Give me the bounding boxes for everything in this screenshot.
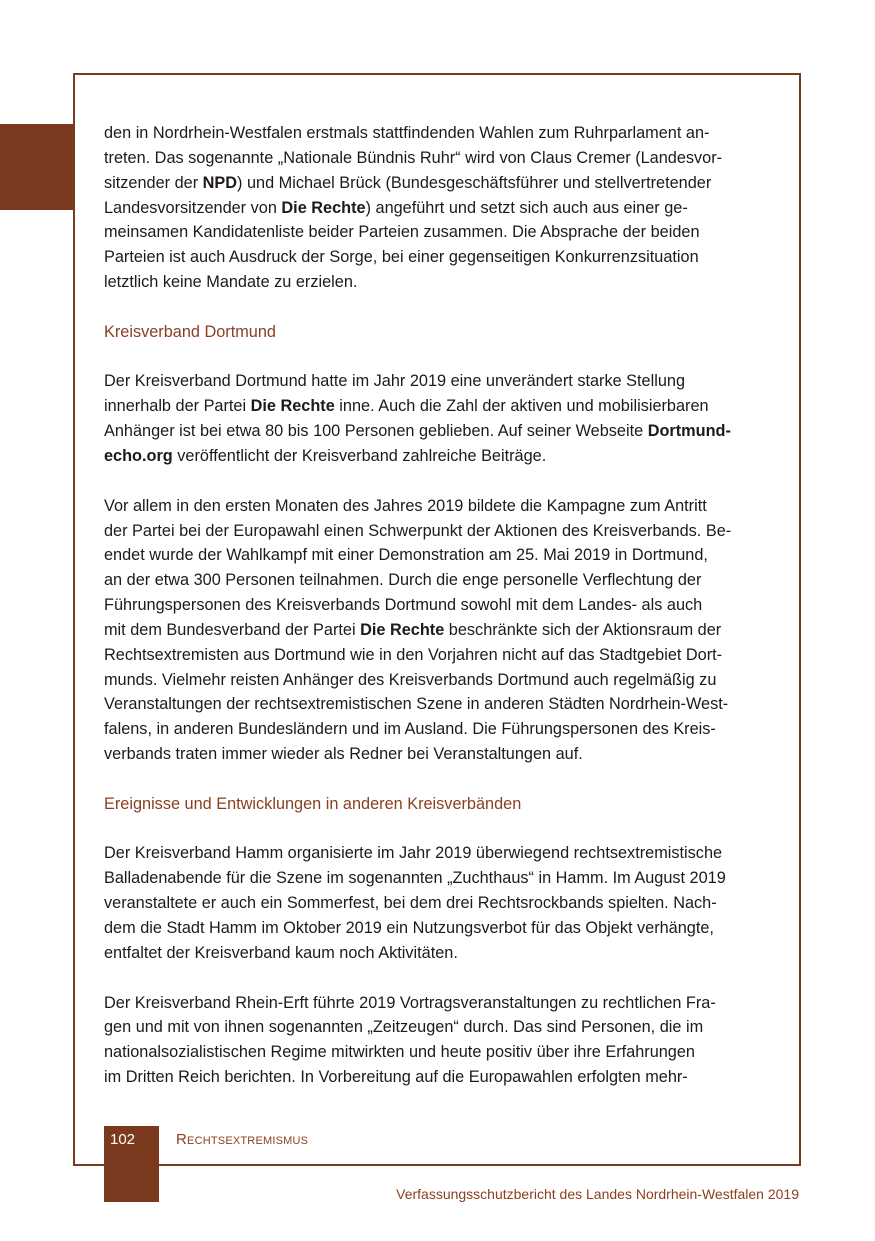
party-name-die-rechte: Die Rechte — [360, 620, 445, 639]
text-run: veröffentlicht der Kreisverband zahlreiche Beiträge. — [172, 446, 547, 465]
party-name-die-rechte: Die Rechte — [281, 198, 366, 217]
paragraph-line: endet wurde der Wahlkampf mit einer Demonstration am 25. Mai 2019 in Dortmund, — [104, 546, 708, 565]
text-run: Landesvorsitzender von — [104, 198, 282, 217]
paragraph-line: entfaltet der Kreisverband kaum noch Aktivitäten. — [104, 943, 458, 962]
paragraph-line: Der Kreisverband Rhein-Erft führte 2019 Vortragsveranstaltungen zu rechtlichen Fra- — [104, 993, 716, 1012]
party-name-npd: NPD — [202, 173, 238, 192]
paragraph-line — [104, 444, 772, 469]
text-run: sitzender der — [104, 173, 203, 192]
paragraph-line: im Dritten Reich berichten. In Vorbereitung auf die Europawahlen erfolgten mehr- — [104, 1068, 688, 1087]
paragraph-line — [104, 171, 772, 196]
paragraph-line: munds. Vielmehr reisten Anhänger des Kreisverbands Dortmund auch regelmäßig zu — [104, 670, 717, 689]
paragraph-line: dem die Stadt Hamm im Oktober 2019 ein Nutzungsverbot für das Objekt verhängte, — [104, 919, 714, 937]
text-run: mit dem Bundesverband der Partei — [104, 620, 361, 639]
paragraph-line — [104, 618, 772, 643]
paragraph-line: Vor allem in den ersten Monaten des Jahres 2019 bildete die Kampagne zum Antritt — [104, 496, 707, 515]
text-run: beschränkte sich der Aktionsraum der — [444, 620, 722, 639]
text-run: innerhalb der Partei — [104, 397, 251, 416]
body-text — [104, 121, 772, 1090]
paragraph-line: letztlich keine Mandate zu erzielen. — [104, 273, 358, 292]
paragraph-line: Der Kreisverband Dortmund hatte im Jahr 2019 eine unverändert starke Stellung — [104, 372, 686, 391]
running-section-title: Rechtsextremismus — [176, 1131, 309, 1148]
website-name: Dortmund- — [647, 422, 731, 441]
page-number: 102 — [110, 1131, 136, 1148]
paragraph-line: Der Kreisverband Hamm organisierte im Jahr 2019 überwiegend rechtsextremistische — [104, 844, 723, 863]
paragraph-line: an der etwa 300 Personen teilnahmen. Durch die enge personelle Verflechtung der — [104, 571, 702, 590]
paragraph-line: Führungspersonen des Kreisverbands Dortmund sowohl mit dem Landes- als auch — [104, 596, 703, 615]
paragraph-line: meinsamen Kandidatenliste beider Parteien zusammen. Die Absprache der beiden — [104, 223, 700, 242]
text-run: ) und Michael Brück (Bundesgeschäftsführer und stellvertretender — [237, 173, 712, 192]
paragraph-line — [104, 196, 772, 221]
paragraph-line: gen und mit von ihnen sogenannten „Zeitzeugen“ durch. Das sind Personen, die im — [104, 1018, 704, 1037]
section-heading-other-districts: Ereignisse und Entwicklungen in anderen Kreisverbänden — [104, 794, 522, 813]
paragraph-line: verbands traten immer wieder als Redner bei Veranstaltungen auf. — [104, 745, 583, 764]
paragraph-line: Parteien ist auch Ausdruck der Sorge, bei einer gegenseitigen Konkurrenzsituation — [104, 248, 699, 267]
paragraph-line: der Partei bei der Europawahl einen Schwerpunkt der Aktionen des Kreisverbands. Be- — [104, 521, 732, 540]
paragraph-line: veranstaltete er auch ein Sommerfest, bei dem drei Rechtsrockbands spielten. Nach- — [104, 894, 717, 913]
chapter-marker — [0, 124, 75, 210]
paragraph-line: den in Nordrhein-Westfalen erstmals stattfindenden Wahlen zum Ruhrparlament an- — [104, 124, 710, 142]
paragraph-line — [104, 419, 772, 444]
paragraph-line: Balladenabende für die Szene im sogenannten „Zuchthaus“ in Hamm. Im August 2019 — [104, 869, 726, 888]
text-run: ) angeführt und setzt sich auch aus einer ge- — [365, 198, 688, 217]
paragraph-line — [104, 394, 772, 419]
paragraph-line: Rechtsextremisten aus Dortmund wie in den Vorjahren nicht auf das Stadtgebiet Dort- — [104, 645, 723, 664]
text-run: inne. Auch die Zahl der aktiven und mobilisierbaren — [334, 397, 709, 416]
paragraph-line: nationalsozialistischen Regime mitwirkten und heute positiv über ihre Erfahrungen — [104, 1043, 695, 1062]
paragraph-line: falens, in anderen Bundesländern und im Ausland. Die Führungspersonen des Kreis- — [104, 720, 716, 739]
website-name: echo.org — [104, 446, 173, 465]
party-name-die-rechte: Die Rechte — [250, 397, 335, 416]
section-heading-dortmund: Kreisverband Dortmund — [104, 322, 276, 341]
paragraph-line: Veranstaltungen der rechtsextremistischen Szene in anderen Städten Nordrhein-West- — [104, 695, 729, 714]
text-run: Anhänger ist bei etwa 80 bis 100 Personen geblieben. Auf seiner Webseite — [104, 422, 648, 441]
paragraph-line: treten. Das sogenannte „Nationale Bündnis Ruhr“ wird von Claus Cremer (Landesvor- — [104, 148, 723, 167]
report-footer-title: Verfassungsschutzbericht des Landes Nordrhein-Westfalen 2019 — [396, 1186, 799, 1202]
